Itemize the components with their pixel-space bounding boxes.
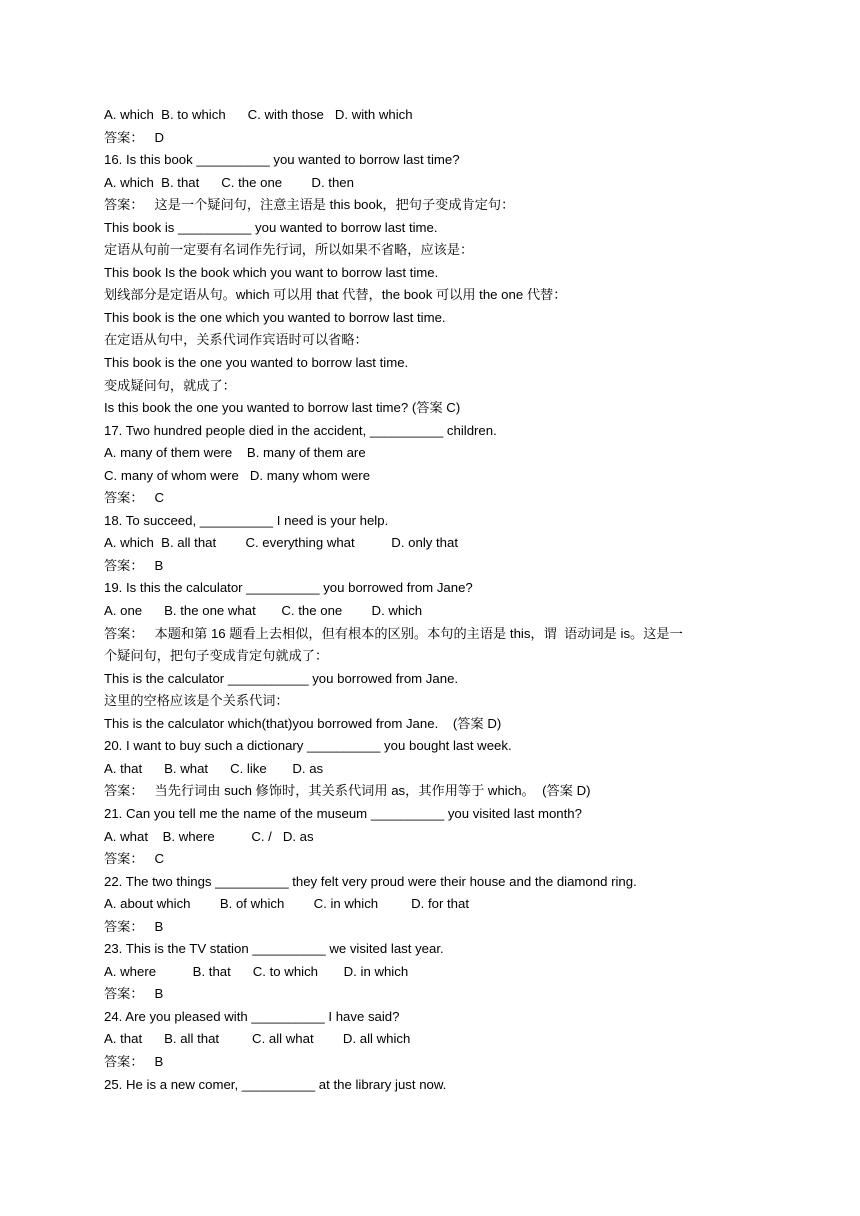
question-21: 21. Can you tell me the name of the museum __________ you visited last month? <box>104 805 582 821</box>
explanation-line: 个疑问句，把句子变成肯定句就成了： <box>104 648 329 664</box>
explanation-line: 划线部分是定语从句。which 可以用 that 代替，the book 可以用 the one 代替： <box>104 287 567 303</box>
explanation-line: This book is __________ you wanted to borrow last time. <box>104 219 438 235</box>
options-17: A. many of them were B. many of them are <box>104 445 366 461</box>
options-23: A. where B. that C. to which D. in which <box>104 963 409 979</box>
answer-21: 答案： C <box>104 851 165 867</box>
explanation-line: This book is the one you wanted to borrow last time. <box>104 355 409 371</box>
explanation-line: This book Is the book which you want to borrow last time. <box>104 264 439 280</box>
text-line: A. which B. to which C. with those D. with which <box>104 107 413 122</box>
explanation-line: Is this book the one you wanted to borrow last time? (答案 C) <box>104 400 461 416</box>
options-19: A. one B. the one what C. the one D. which <box>104 603 423 619</box>
answer-16: 答案： 这是一个疑问句，注意主语是 this book，把句子变成肯定句： <box>104 197 515 213</box>
question-24: 24. Are you pleased with __________ I have said? <box>104 1008 400 1024</box>
answer-line: 答案： D <box>104 129 165 145</box>
answer-18: 答案： B <box>104 557 164 573</box>
question-25: 25. He is a new comer, __________ at the library just now. <box>104 1076 447 1092</box>
options-21: A. what B. where C. / D. as <box>104 828 314 844</box>
explanation-line: This is the calculator which(that)you borrowed from Jane. (答案 D) <box>104 715 502 731</box>
explanation-line: 这里的空格应该是个关系代词： <box>104 693 289 709</box>
answer-24: 答案： B <box>104 1053 164 1069</box>
answer-23: 答案： B <box>104 986 164 1002</box>
question-17: 17. Two hundred people died in the accident, __________ children. <box>104 422 497 438</box>
options-24: A. that B. all that C. all what D. all which <box>104 1031 411 1047</box>
options-17: C. many of whom were D. many whom were <box>104 467 371 483</box>
explanation-line: 变成疑问句，就成了： <box>104 377 236 393</box>
question-23: 23. This is the TV station __________ we visited last year. <box>104 941 444 957</box>
answer-22: 答案： B <box>104 918 164 934</box>
explanation-line: 在定语从句中，关系代词作宾语时可以省略： <box>104 332 368 348</box>
answer-20: 答案： 当先行词由 such 修饰时，其关系代词用 as，其作用等于 which。 (答案 D) <box>104 783 591 799</box>
options-20: A. that B. what C. like D. as <box>104 760 324 776</box>
question-18: 18. To succeed, __________ I need is your help. <box>104 512 389 528</box>
question-19: 19. Is this the calculator __________ you borrowed from Jane? <box>104 580 473 596</box>
question-16: 16. Is this book __________ you wanted to borrow last time? <box>104 152 460 168</box>
explanation-line: This is the calculator ___________ you borrowed from Jane. <box>104 670 459 686</box>
answer-17: 答案： C <box>104 490 165 506</box>
explanation-line: This book is the one which you wanted to borrow last time. <box>104 309 446 325</box>
options-16: A. which B. that C. the one D. then <box>104 174 354 190</box>
question-20: 20. I want to buy such a dictionary __________ you bought last week. <box>104 738 512 754</box>
question-22: 22. The two things __________ they felt very proud were their house and the diamond ring. <box>104 873 637 889</box>
options-22: A. about which B. of which C. in which D. for that <box>104 896 470 912</box>
document-body <box>104 104 764 1096</box>
explanation-line: 定语从句前一定要有名词作先行词，所以如果不省略，应该是： <box>104 242 474 258</box>
answer-19: 答案： 本题和第 16 题看上去相似，但有根本的区别。本句的主语是 this，谓 语动词是 is。这是一 <box>104 625 683 641</box>
options-18: A. which B. all that C. everything what D. only that <box>104 535 459 551</box>
